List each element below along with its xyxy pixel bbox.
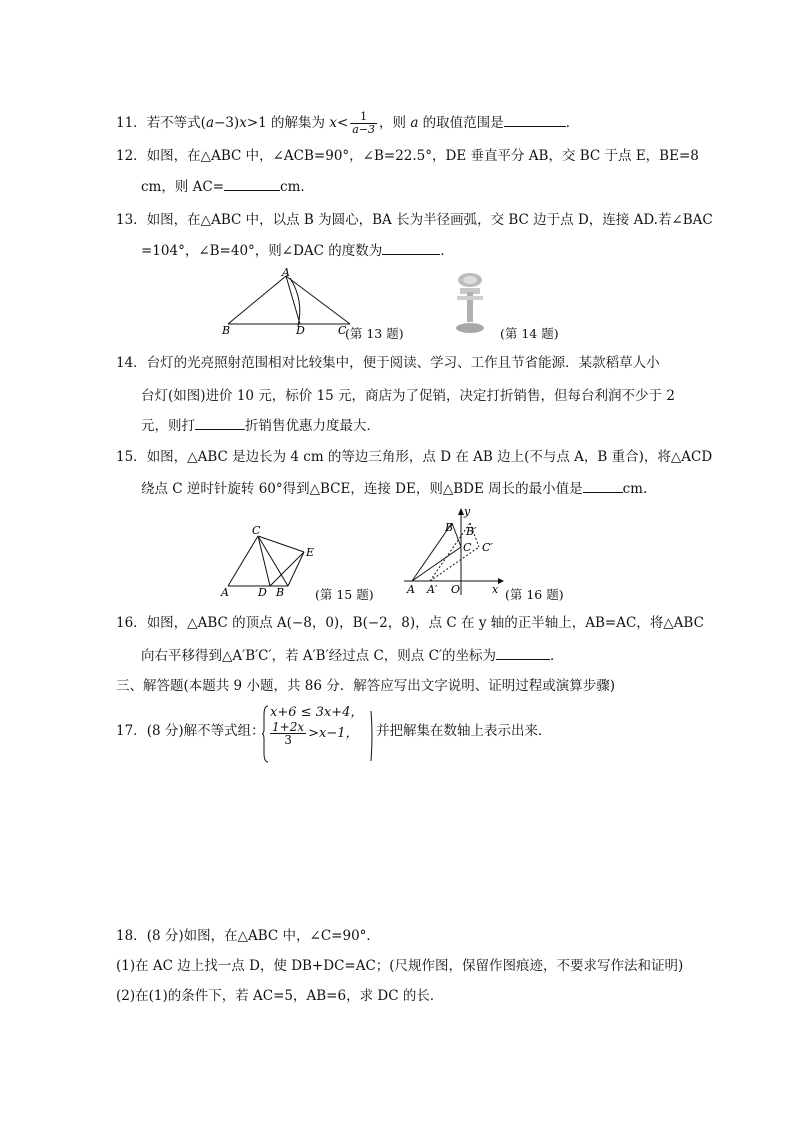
label-B: B (222, 324, 231, 337)
lamp-image (448, 270, 493, 336)
label-C: C (463, 541, 472, 554)
question-18-part2: (2)在(1)的条件下，若 AC=5，AB=6，求 DC 的长． (116, 988, 444, 1004)
answer-blank[interactable] (224, 177, 280, 191)
answer-blank[interactable] (496, 646, 550, 660)
label-O: O (451, 583, 461, 596)
question-16: 16．如图，△ABC 的顶点 A(−8，0)，B(−2，8)，点 C 在 y 轴的正半轴上，AB=AC，将△ABC (116, 615, 704, 631)
caption-14: (第 14 题) (500, 326, 559, 341)
answer-blank[interactable] (382, 241, 440, 255)
question-14: 14．台灯的光亮照射范围相对比较集中，便于阅读、学习、工作且节省能源．某款稻草人小 (116, 355, 660, 371)
question-16-line2: 向右平移得到△A′B′C′，若 A′B′经过点 C，则点 C′的坐标为 ． (141, 648, 564, 664)
label-B: B (445, 521, 454, 534)
question-12: 12．如图，在△ABC 中，∠ACB=90°，∠B=22.5°，DE 垂直平分 AB，交 BC 于点 E，BE=8 (116, 148, 699, 164)
figure-16 (402, 505, 506, 597)
label-A: A (221, 586, 229, 599)
question-18-part1: (1)在 AC 边上找一点 D，使 DB+DC=AC；(尺规作图，保留作图痕迹，不要求写作法和证明) (116, 958, 684, 974)
caption-16: (第 16 题) (505, 587, 564, 602)
question-17-prefix: 17．(8 分)解不等式组： (116, 723, 265, 739)
label-C: C (338, 324, 347, 337)
figure-13 (220, 268, 360, 340)
question-17-suffix: 并把解集在数轴上表示出来． (376, 723, 552, 739)
question-15: 15．如图，△ABC 是边长为 4 cm 的等边三角形，点 D 在 AB 边上(不与点 A，B 重合)，将△ACD (116, 449, 713, 465)
label-D: D (258, 586, 267, 599)
inequality-2: $\frac{1+2x}{3}$ >x−1， (272, 720, 359, 747)
question-18: 18．(8 分)如图，在△ABC 中，∠C=90°． (116, 928, 380, 944)
question-11: 11．若不等式(a−3)x>1 的解集为 x< $\frac{1}{a-3}$ ，则 a 的取值范围是 ． (116, 110, 580, 136)
caption-13: (第 13 题) (345, 326, 404, 341)
label-A: A (282, 268, 290, 279)
question-14-line2: 台灯(如图)进价 10 元，标价 15 元，商店为了促销，决定打折销售，但每台利润不少于 2 (141, 388, 675, 404)
figure-15 (218, 522, 323, 600)
label-A-prime: A′ (427, 583, 438, 596)
caption-15: (第 15 题) (315, 587, 374, 602)
label-C: C (252, 524, 261, 537)
question-13: 13．如图，在△ABC 中，以点 B 为圆心，BA 长为半径画弧，交 BC 边于点 D，连接 AD.若∠BAC (116, 212, 713, 228)
label-D: D (296, 324, 305, 337)
answer-blank[interactable] (583, 479, 623, 493)
label-B-prime: B′ (466, 525, 477, 538)
answer-blank[interactable] (504, 113, 566, 127)
label-B: B (276, 586, 285, 599)
section-3-title: 三、解答题(本题共 9 小题，共 86 分．解答应写出文字说明、证明过程或演算步骤) (116, 678, 615, 694)
label-A: A (407, 583, 415, 596)
question-13-line2: =104°，∠B=40°，则∠DAC 的度数为 ． (141, 243, 454, 259)
inequality-1: x+6 ≤ 3x+4， (270, 705, 364, 720)
question-12-line2: cm，则 AC= cm. (141, 179, 305, 195)
label-x: x (492, 583, 499, 596)
fraction: $\frac{1}{a-3}$ (352, 110, 376, 136)
label-E: E (306, 546, 315, 559)
label-y: y (464, 505, 471, 518)
answer-blank[interactable] (195, 416, 245, 430)
label-C-prime: C′ (482, 541, 493, 554)
question-14-line3: 元，则打 折销售优惠力度最大． (141, 418, 380, 434)
question-15-line2: 绕点 C 逆时针旋转 60°得到△BCE，连接 DE，则△BDE 周长的最小值是 cm. (141, 481, 648, 497)
